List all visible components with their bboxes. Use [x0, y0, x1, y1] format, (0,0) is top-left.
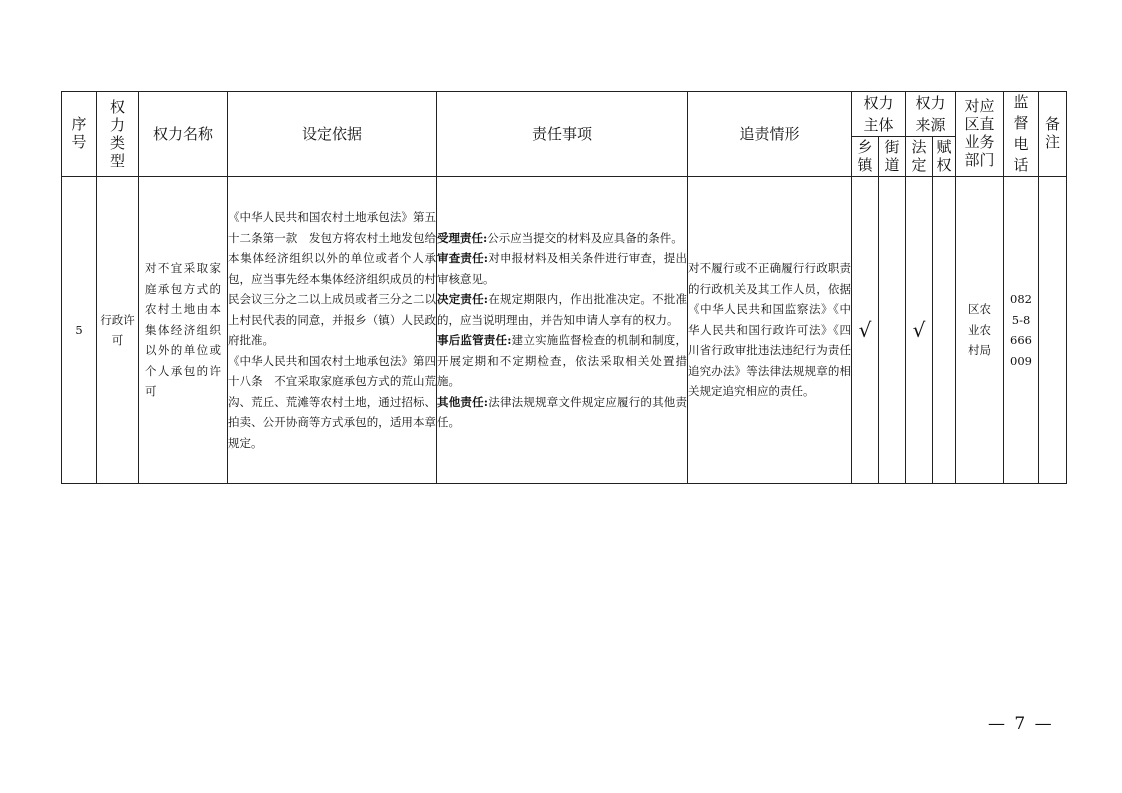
phone-line: 082 — [1010, 292, 1032, 306]
duty-item: 其他责任:法律法规规章文件规定应履行的其他责任。 — [437, 394, 688, 429]
row-department: 区农业农村局 — [956, 177, 1004, 484]
row-seq: 5 — [62, 177, 97, 484]
header-seq: 序号 — [62, 92, 97, 177]
duty-item: 受理责任:公示应当提交的材料及应具备的条件。 — [437, 230, 683, 245]
row-phone — [1004, 177, 1039, 484]
power-list-table — [61, 91, 1067, 484]
row-basis — [228, 177, 437, 484]
phone-line: 666 — [1010, 333, 1032, 347]
header-duties: 责任事项 — [437, 92, 688, 177]
header-department: 对应区直业务部门 — [956, 92, 1004, 177]
header-remark: 备注 — [1039, 92, 1067, 177]
basis-paragraph: 《中华人民共和国农村土地承包法》第四十八条 不宜采取家庭承包方式的荒山荒沟、荒丘、荒滩等农村土地，通过招标、拍卖、公开协商等方式承包的，适用本章规定。 — [228, 353, 436, 450]
header-power-name: 权力名称 — [139, 92, 228, 177]
row-remark — [1039, 177, 1067, 484]
header-accountability: 追责情形 — [688, 92, 852, 177]
phone-line: 5-8 — [1011, 312, 1031, 327]
row-power-type: 行政许可 — [97, 177, 139, 484]
statutory-checkmark: √ — [906, 177, 933, 484]
street-checkmark — [879, 177, 906, 484]
table-row — [62, 177, 1067, 484]
row-accountability: 对不履行或不正确履行行政职责的行政机关及其工作人员，依据《中华人民共和国监察法》《中华人民共和国行政许可法》《四川省行政审批违法违纪行为责任追究办法》等法律法规规章的相关规定追究相应的责任。 — [688, 177, 852, 484]
duty-item: 决定责任:在规定期限内，作出批准决定。不批准的，应当说明理由，并告知申请人享有的权力。 — [437, 292, 688, 327]
duty-item: 审查责任:对申报材料及相关条件进行审查，提出审核意见。 — [437, 251, 688, 286]
header-town: 乡镇 — [852, 137, 879, 177]
header-statutory: 法定 — [906, 137, 933, 177]
header-power-source: 权力来源 — [906, 92, 956, 137]
page-number: — 7 — — [988, 714, 1054, 734]
header-power-type: 权力类型 — [97, 92, 139, 177]
phone-line: 009 — [1010, 353, 1032, 368]
granted-checkmark — [933, 177, 956, 484]
header-power-subject: 权力主体 — [852, 92, 906, 137]
basis-paragraph: 《中华人民共和国农村土地承包法》第五十二条第一款 发包方将农村土地发包给本集体经济组织以外的单位或者个人承包，应当事先经本集体经济组织成员的村民会议三分之二以上成员或者三分之二以上村民代表的同意，并报乡（镇）人民政府批准。 — [228, 210, 436, 347]
header-basis: 设定依据 — [228, 92, 437, 177]
town-checkmark: √ — [852, 177, 879, 484]
duty-item: 事后监管责任:建立实施监督检查的机制和制度，开展定期和不定期检查，依法采取相关处置措施。 — [437, 333, 688, 388]
header-street: 街道 — [879, 137, 906, 177]
header-phone: 监督电话 — [1004, 92, 1039, 177]
row-duties — [437, 177, 688, 484]
row-power-name: 对不宜采取家庭承包方式的农村土地由本集体经济组织以外的单位或个人承包的许可 — [139, 177, 228, 484]
header-granted: 赋权 — [933, 137, 956, 177]
